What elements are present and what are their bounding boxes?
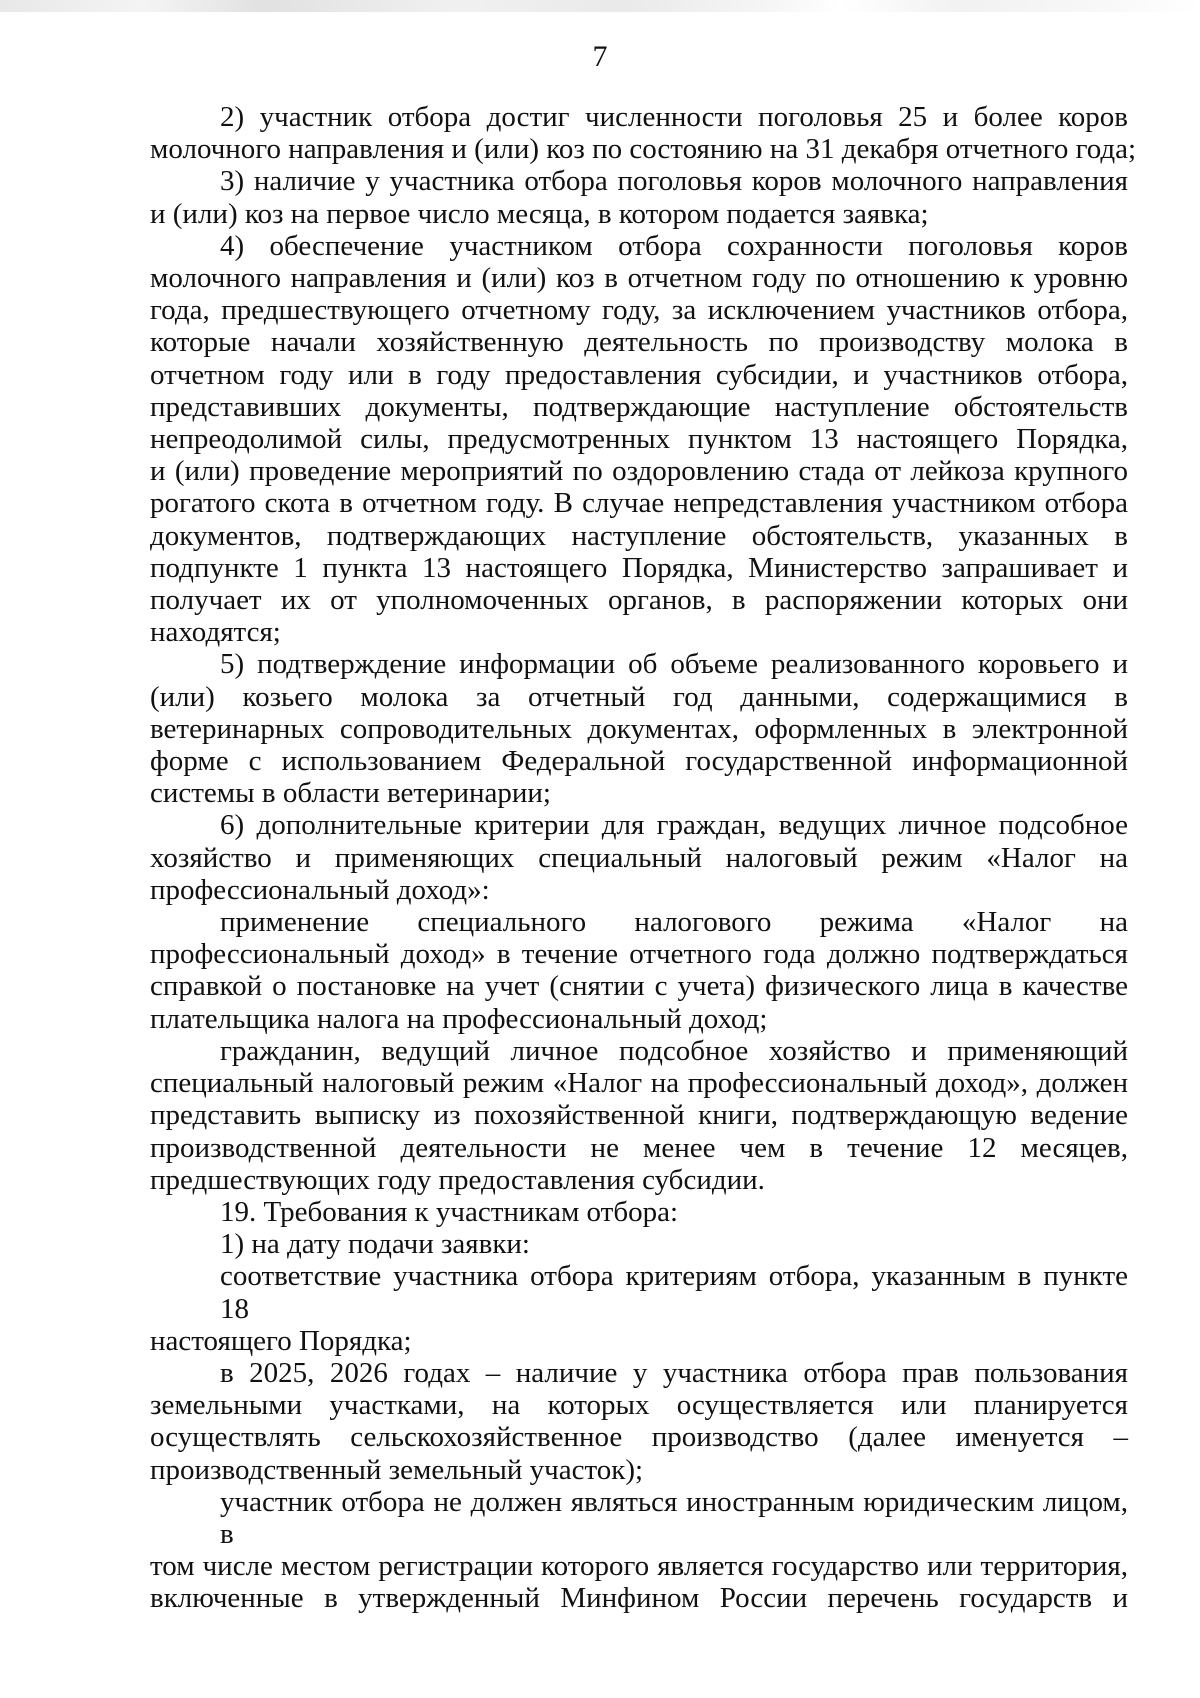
text-line: настоящего Порядка; xyxy=(150,1324,412,1357)
text-line: соответствие участника отбора критериям отбора, указанным в пункте 18 xyxy=(220,1260,1128,1325)
text-line: 4) обеспечение участником отбора сохранности поголовья коров xyxy=(220,229,1128,262)
text-line: молочного направления и (или) коз в отчетном году по отношению к уровню xyxy=(150,262,1128,295)
text-line: производственный земельный участок); xyxy=(150,1453,644,1486)
text-line: земельными участками, на которых осуществляется или планируется xyxy=(150,1389,1128,1422)
paragraph xyxy=(150,230,1128,649)
text-line: специальный налоговый режим «Налог на профессиональный доход», должен xyxy=(150,1067,1128,1100)
text-line: представивших документы, подтверждающие наступление обстоятельств xyxy=(150,390,1128,423)
text-line: справкой о постановке на учет (снятии с учета) физического лица в качестве xyxy=(150,970,1128,1003)
text-line: хозяйство и применяющих специальный налоговый режим «Налог на xyxy=(150,841,1128,874)
text-line: 19. Требования к участникам отбора: xyxy=(220,1195,679,1228)
text-line: документов, подтверждающих наступление обстоятельств, указанных в xyxy=(150,519,1128,552)
paragraph xyxy=(150,1260,1128,1357)
text-line: профессиональный доход» в течение отчетного года должно подтверждаться xyxy=(150,938,1128,971)
text-line: (или) козьего молока за отчетный год данными, содержащимися в xyxy=(150,680,1128,713)
text-line: подпункте 1 пункта 13 настоящего Порядка, Министерство запрашивает и xyxy=(150,551,1128,584)
paragraph xyxy=(150,101,1137,166)
paragraph xyxy=(150,1228,1128,1260)
text-line: 1) на дату подачи заявки: xyxy=(220,1228,530,1261)
paragraph xyxy=(150,1357,1128,1486)
paragraph xyxy=(150,1486,1128,1615)
text-line: 3) наличие у участника отбора поголовья коров молочного направления xyxy=(220,165,1128,198)
text-line: отчетном году или в году предоставления субсидии, и участников отбора, xyxy=(150,358,1128,391)
paragraph xyxy=(150,165,1128,229)
text-line: применение специального налогового режима «Налог на xyxy=(220,906,1128,939)
text-line: том числе местом регистрации которого является государство или территория, xyxy=(150,1550,1128,1583)
text-line: осуществлять сельскохозяйственное производство (далее именуется – xyxy=(150,1421,1128,1454)
text-line: профессиональный доход»: xyxy=(150,873,490,906)
text-line: в 2025, 2026 годах – наличие у участника отбора прав пользования xyxy=(220,1356,1128,1389)
text-line: производственной деятельности не менее чем в течение 12 месяцев, xyxy=(150,1131,1128,1164)
document-body xyxy=(150,101,1137,1615)
text-line: включенные в утвержденный Минфином России перечень государств и xyxy=(150,1582,1128,1615)
paragraph xyxy=(150,809,1128,906)
text-line: участник отбора не должен являться иностранным юридическим лицом, в xyxy=(220,1485,1128,1550)
text-line: непреодолимой силы, предусмотренных пунктом 13 настоящего Порядка, xyxy=(150,423,1128,456)
text-line: 5) подтверждение информации об объеме реализованного коровьего и xyxy=(220,648,1128,681)
text-line: и (или) проведение мероприятий по оздоровлению стада от лейкоза крупного xyxy=(150,455,1128,488)
text-line: и (или) коз на первое число месяца, в котором подается заявка; xyxy=(150,197,929,230)
text-line: находятся; xyxy=(150,616,281,649)
text-line: получает их от уполномоченных органов, в распоряжении которых они xyxy=(150,584,1128,617)
text-line: молочного направления и (или) коз по состоянию на 31 декабря отчетного года; xyxy=(150,133,1137,166)
text-line: предшествующих году предоставления субсидии. xyxy=(150,1163,765,1196)
text-line: ветеринарных сопроводительных документах, оформленных в электронной xyxy=(150,712,1128,745)
text-line: рогатого скота в отчетном году. В случае непредставления участником отбора xyxy=(150,487,1128,520)
text-line: гражданин, ведущий личное подсобное хозяйство и применяющий xyxy=(220,1034,1128,1067)
paragraph xyxy=(150,648,1128,809)
text-line: года, предшествующего отчетному году, за исключением участников отбора, xyxy=(150,294,1128,327)
text-line: плательщика налога на профессиональный доход; xyxy=(150,1002,768,1035)
text-line: системы в области ветеринарии; xyxy=(150,777,551,810)
paragraph xyxy=(150,906,1128,1035)
page-number: 7 xyxy=(592,40,608,73)
text-line: форме с использованием Федеральной государственной информационной xyxy=(150,745,1128,778)
text-line: 6) дополнительные критерии для граждан, ведущих личное подсобное xyxy=(220,809,1128,842)
text-line: 2) участник отбора достиг численности поголовья 25 и более коров xyxy=(220,101,1128,133)
text-line: представить выписку из похозяйственной книги, подтверждающую ведение xyxy=(150,1099,1128,1132)
scan-edge-artifact xyxy=(0,0,1200,12)
paragraph xyxy=(150,1035,1128,1196)
paragraph xyxy=(150,1196,1128,1228)
text-line: которые начали хозяйственную деятельность по производству молока в xyxy=(150,326,1128,359)
